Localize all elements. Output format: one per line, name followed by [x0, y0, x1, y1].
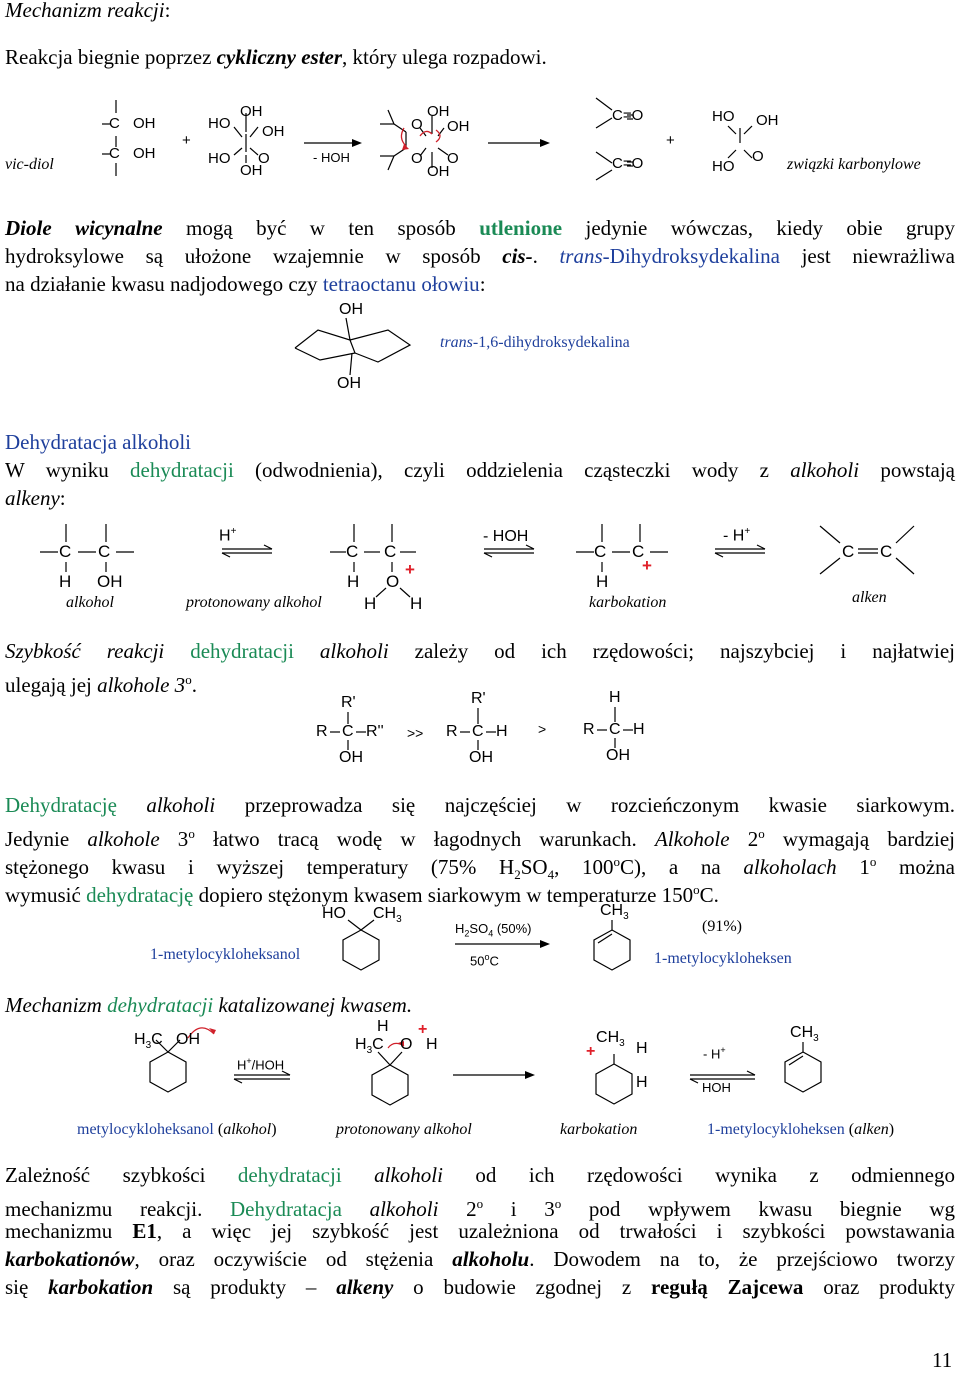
s3-gt: > [538, 721, 547, 737]
p5-alkeny: alkeny [336, 1275, 394, 1299]
p4-t1: przeprowadza się najczęściej w rozcieńczonym kwasie siarkowym. [215, 793, 955, 817]
s3b-r1: R' [471, 690, 486, 707]
s5-a-sub: 3 [145, 1040, 152, 1052]
s1-ester-oh-top: OH [427, 103, 450, 120]
mechanism-heading-colon: : [164, 0, 171, 22]
vic-diol-label: vic-diol [5, 156, 54, 173]
s5-mh-sup: + [720, 1045, 726, 1055]
s1-iodate-ho1: HO [712, 108, 735, 125]
p4-t5: stężonego kwasu i wyższej temperatury (75% H [5, 855, 515, 879]
s5-c-ch3 [596, 1029, 625, 1049]
p4-t3: łatwo tracą wodę w łagodnych warunkach. [194, 827, 655, 851]
s5-l4-end: ) [888, 1121, 895, 1138]
s3-c: C [342, 723, 354, 740]
p5-t12: oraz produkty [803, 1275, 955, 1299]
s1-oh1: OH [133, 115, 156, 132]
s1-periodic-ho2: HO [208, 150, 231, 167]
s4-temp-sup: o [484, 952, 490, 962]
s4-ch: CH [373, 905, 397, 922]
s5-l1-end: ) [271, 1121, 277, 1138]
p5-dehydratacja: Dehydratacja [229, 1197, 342, 1221]
p4-sup2: o [758, 826, 765, 841]
para5-line1 [5, 1161, 955, 1190]
s3c-h-top: H [609, 689, 621, 706]
p2-alkeny: alkeny [5, 486, 60, 510]
p4-sub4: 4 [547, 867, 555, 883]
p2-t4: : [59, 486, 66, 510]
p1-t2: jedynie wówczas, kiedy obie grupy [562, 216, 955, 240]
s1-c2: C [109, 145, 120, 162]
p4-alkoholi: alkoholi [146, 793, 216, 817]
s1-carbonyl1: C=O [612, 107, 644, 124]
s2-d-c1: C [842, 542, 855, 561]
s2-b-plus: + [405, 560, 415, 579]
s1-ester-o2: O [411, 150, 423, 167]
p4-t7: można [876, 855, 956, 879]
p4-sup5: o [693, 882, 700, 897]
p5-karbokationow: karbokationów [5, 1247, 135, 1271]
s2-b-h3: H [410, 594, 423, 613]
s5-c-h: H [607, 1029, 620, 1046]
carbonyl-compounds-label: związki karbonylowe [787, 156, 921, 173]
p4-sup4: o [869, 854, 877, 869]
s2-b-c1: C [346, 542, 359, 561]
s5-label2: protonowany alkohol [336, 1121, 472, 1138]
p1-t7: : [479, 272, 486, 296]
s3b-h: H [496, 723, 508, 740]
s5-l1-blue: metylocykloheksanol [77, 1121, 214, 1138]
s2-b-h: H [347, 572, 360, 591]
s5-l4-em: alken [854, 1121, 889, 1138]
p1-t3: hydroksylowe są ułożone wzajemnie w sposób [5, 244, 503, 268]
p5-zajcew: regułą Zajcewa [651, 1275, 804, 1299]
s1-ester-oh2: OH [447, 118, 470, 135]
s4-acid-sub2: 2 [464, 928, 470, 939]
s2-hplus-sup: + [230, 526, 237, 537]
mech-part2: katalizowanej kwasem. [213, 993, 413, 1017]
s2-minus-hplus-text: - H [723, 527, 745, 545]
s2-c-c1: C [594, 542, 607, 561]
decalin-oh-bottom: OH [337, 375, 361, 392]
mech-part1: Mechanizm [5, 993, 108, 1017]
s1-carbonyl2: C=O [612, 155, 644, 172]
p5-t7: , oraz oczywiście od stężenia [134, 1247, 453, 1271]
p5-alkoholu: alkoholu [452, 1247, 530, 1271]
s3c-r: R [583, 721, 595, 738]
s2-d-c2: C [880, 542, 893, 561]
p5-t1: Zależność szybkości [5, 1163, 238, 1187]
para5-line3 [5, 1217, 955, 1246]
s4-acid-pct: (50%) [493, 921, 532, 936]
s4-product-sub: 3 [623, 911, 629, 923]
p4-alkohole2: Alkohole [654, 827, 730, 851]
s1-ester-oh-bottom: OH [427, 163, 450, 180]
p2-t2: (odwodnienia), czyli oddzielenia cząsteczki wody z [233, 458, 791, 482]
p4-t2: Jedynie [5, 827, 88, 851]
s1-iodate-o: O [752, 148, 764, 165]
p4-sup3: o [613, 854, 620, 869]
p5-i3: i 3 [483, 1197, 555, 1221]
s5-c-h-low: H [636, 1074, 648, 1091]
s2-b-h2: H [364, 594, 377, 613]
s5-label3: karbokation [560, 1121, 638, 1138]
s2-minus-hplus-sup: + [744, 526, 751, 537]
p1-dihydroksydekalina: -Dihydroksydekalina [602, 244, 780, 268]
s4-acid-so: SO [469, 921, 489, 936]
s5-c-plus: + [586, 1043, 596, 1060]
s5-d-ch3 [790, 1024, 819, 1044]
s1-iodate-oh: OH [756, 112, 779, 129]
p4-alkoholach: alkoholach [743, 855, 837, 879]
p3-dot: . [191, 673, 197, 697]
p4-100: , 100 [554, 855, 614, 879]
s5-b-h: H [355, 1036, 367, 1053]
p3-t2: ulegają jej [5, 673, 98, 697]
s2-c-plus: + [642, 556, 652, 575]
s3c-oh: OH [606, 747, 630, 764]
s3b-c: C [472, 723, 484, 740]
decalin-oh-top: OH [339, 301, 363, 318]
p5-t4: pod wpływem kwasu biegnie wg [561, 1197, 956, 1221]
s3b-oh: OH [469, 749, 493, 766]
s2-a-h: H [59, 572, 72, 591]
s5-a-oh: OH [176, 1031, 200, 1048]
s3-r1: R' [341, 694, 356, 711]
s4-reactant-label: 1-metylocykloheksanol [150, 946, 301, 963]
s3-oh: OH [339, 749, 363, 766]
s1-plus2: + [666, 132, 675, 149]
p2-dehydratacji: dehydratacji [130, 458, 234, 482]
s2-protonowany-label: protonowany alkohol [186, 594, 322, 611]
p4-2: 2 [729, 827, 759, 851]
s5-minus-hplus [703, 1045, 726, 1061]
p5-t10: są produkty – [153, 1275, 337, 1299]
decalin-label-trans: trans [440, 334, 473, 351]
p5-sup1: o [476, 1196, 484, 1211]
p5-dehydratacji: dehydratacji [237, 1163, 342, 1187]
p2-t1: W wyniku [5, 458, 130, 482]
p5-t11: o budowie zgodnej z [393, 1275, 652, 1299]
s4-ho: HO [322, 905, 346, 922]
s1-iodate-ho2: HO [712, 158, 735, 175]
s3-r2: R'' [366, 723, 384, 740]
s5-hoh: HOH [702, 1080, 731, 1095]
p3-sup: o [185, 672, 192, 687]
s5-b-h2: H [426, 1036, 438, 1053]
s5-hh-sup: + [246, 1056, 252, 1066]
para5-line5 [5, 1273, 955, 1302]
intro-part1: Reakcja biegnie poprzez [5, 45, 217, 69]
s1-periodic-o: O [258, 150, 270, 167]
s5-d-h: H [801, 1024, 814, 1041]
s5-c-c: C [596, 1029, 608, 1046]
s5-b-plus: + [418, 1021, 428, 1038]
s4-temp-val: 50 [470, 953, 485, 969]
p5-t5: mechanizmu [5, 1219, 133, 1243]
s5-c-h-right: H [636, 1040, 648, 1057]
s1-periodic-ho1: HO [208, 115, 231, 132]
s4-acid-sub4: 4 [488, 928, 494, 939]
p4-dehydratacje2: dehydratację [86, 883, 194, 907]
s4-temp-c: C [489, 953, 499, 969]
p5-sup2: o [554, 1196, 562, 1211]
s5-d-c: C [790, 1024, 802, 1041]
p4-sup1: o [188, 826, 195, 841]
p5-t9: się [5, 1275, 49, 1299]
p5-karbokation: karbokation [48, 1275, 154, 1299]
p3-alkohole3: alkohole 3 [97, 673, 186, 697]
p4-3: 3 [159, 827, 189, 851]
s1-ester-o3: O [447, 150, 459, 167]
s4-product-ch: CH [600, 902, 624, 919]
p4-t6: C), a na [619, 855, 744, 879]
s2-a-c1: C [59, 542, 72, 561]
s1-periodic-oh2: OH [262, 123, 285, 140]
p5-e1: E1 [132, 1219, 157, 1243]
s5-l1-rest: ( [213, 1121, 224, 1138]
s2-alken-label: alken [852, 589, 887, 606]
s5-d-sub: 3 [813, 1033, 819, 1045]
p5-t6: , a więc jej szybkość jest uzależniona od trwałości i szybkości powstawania [156, 1219, 955, 1243]
page-number: 11 [932, 1348, 953, 1372]
s4-ch-sub: 3 [396, 914, 402, 926]
s1-oh2: OH [133, 145, 156, 162]
s5-label1 [77, 1121, 277, 1139]
p5-t8: . Dowodem na to, że przejściowo tworzy [529, 1247, 955, 1271]
p4-so: SO [520, 855, 548, 879]
p1-utlenione: utlenione [479, 216, 563, 240]
s5-l4-rest: ( [844, 1121, 855, 1138]
s5-c-sub: 3 [619, 1038, 625, 1050]
p5-2: 2 [438, 1197, 477, 1221]
s1-periodic-oh-bottom: OH [240, 162, 263, 179]
p4-t9: dopiero stężonym kwasem siarkowym w temperaturze 150 [193, 883, 694, 907]
p1-t4: . [532, 244, 560, 268]
s2-a-c2: C [98, 542, 111, 561]
p5-alkoholi: alkoholi [374, 1163, 443, 1187]
s5-b-o: O [400, 1036, 413, 1053]
s2-karbokation-label: karbokation [589, 594, 667, 611]
s5-b-h3c [355, 1036, 384, 1056]
p4-sub2: 2 [514, 867, 521, 883]
p1-t6: na działanie kwasu nadjodowego czy [5, 272, 323, 296]
p1-diole: Diole wicynalne [5, 216, 163, 240]
decalin-label-rest: -1,6-dihydroksydekalina [472, 334, 630, 351]
s2-c-h: H [596, 572, 609, 591]
s4-acid-h: H [455, 921, 465, 936]
intro-part2: , który ulega rozpadowi. [342, 45, 547, 69]
p3-alkoholi: alkoholi [319, 639, 389, 663]
s4-product-label: 1-metylocykloheksen [654, 950, 792, 967]
s5-hh: H [237, 1057, 247, 1073]
s5-a-h3c [134, 1031, 163, 1051]
s1-c1: C [109, 115, 120, 132]
s3-r: R [316, 723, 328, 740]
s3c-c: C [609, 721, 621, 738]
s5-hplus-hoh [237, 1056, 284, 1072]
p1-cis: cis- [502, 244, 533, 268]
p4-alkohole: alkohole [87, 827, 160, 851]
s2-hplus-h: H [219, 527, 231, 545]
s5-l4-blue: 1-metylocykloheksen [707, 1121, 845, 1138]
s5-b-h-top: H [377, 1018, 389, 1035]
p2-alkoholi: alkoholi [790, 458, 860, 482]
p3-t1: zależy od ich rzędowości; najszybciej i najłatwiej [388, 639, 955, 663]
s3b-r: R [446, 723, 458, 740]
p4-1: 1 [836, 855, 870, 879]
p4-t4: wymagają bardziej [764, 827, 956, 851]
s2-c-c2: C [632, 542, 645, 561]
p4-t10: C. [699, 883, 719, 907]
p5-t2: od ich rzędowości wynika z odmiennego [442, 1163, 955, 1187]
p2-t3: powstają [859, 458, 955, 482]
intro-em: cykliczny ester [216, 45, 343, 69]
mech-green: dehydratacji [107, 993, 214, 1017]
p1-t1: mogą być w ten sposób [162, 216, 480, 240]
p1-trans: trans [559, 244, 603, 268]
s1-ester-o1: O [411, 116, 423, 133]
s1-periodic-oh-top: OH [240, 103, 263, 120]
p5-t3: mechanizmu reakcji. [5, 1197, 230, 1221]
s1-minus-hoh: - HOH [313, 150, 350, 165]
s5-a-c: C [151, 1031, 163, 1048]
s2-b-c2: C [384, 542, 397, 561]
s5-l1-em: alkohol [223, 1121, 272, 1138]
s2-a-oh: OH [97, 572, 123, 591]
p1-tetraoctan: tetraoctanu ołowiu [322, 272, 480, 296]
p4-t8: wymusić [5, 883, 87, 907]
s3c-h: H [633, 721, 645, 738]
s1-plus1: + [182, 132, 191, 149]
s3-gg: >> [407, 725, 424, 741]
mechanism-heading-text: Mechanizm reakcji [5, 0, 165, 22]
para5-line4 [5, 1245, 955, 1274]
p3-szybkosc: Szybkość reakcji [5, 639, 165, 663]
p3-dehydratacji: dehydratacji [190, 639, 294, 663]
s5-hh-rest: /HOH [251, 1057, 285, 1073]
s4-yield: (91%) [702, 918, 742, 935]
s2-alkohol-label: alkohol [66, 594, 114, 611]
p1-t5: jest niewrażliwa [779, 244, 956, 268]
p5-sp [342, 1163, 374, 1187]
s5-b-sub: 3 [366, 1045, 373, 1057]
p5-alkoholi2: alkoholi [369, 1197, 439, 1221]
dehydration-heading: Dehydratacja alkoholi [5, 430, 192, 454]
s2-b-o: O [386, 572, 400, 591]
s5-mh: - H [703, 1046, 721, 1062]
s5-a-h: H [134, 1031, 146, 1048]
s5-label4 [707, 1121, 894, 1139]
p4-dehydratacje: Dehydratację [5, 793, 117, 817]
s2-minus-hoh: - HOH [483, 528, 529, 545]
s5-b-c: C [372, 1036, 384, 1053]
